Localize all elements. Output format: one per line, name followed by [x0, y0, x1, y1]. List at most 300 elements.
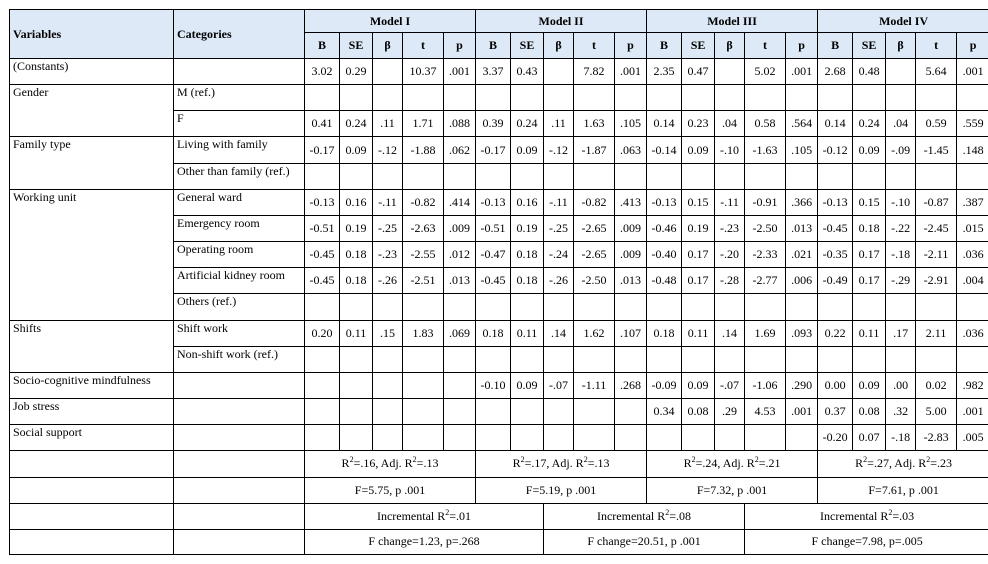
value-cell: -0.45	[305, 242, 340, 268]
value-cell: -1.63	[745, 137, 786, 163]
value-cell: .063	[615, 137, 647, 163]
value-cell	[574, 294, 615, 320]
value-cell: -0.47	[476, 242, 511, 268]
value-cell: 0.16	[340, 189, 373, 215]
value-cell	[615, 294, 647, 320]
value-cell: .11	[544, 111, 574, 137]
value-cell	[715, 85, 745, 111]
value-cell: 0.09	[853, 372, 886, 398]
value-cell: .005	[957, 425, 988, 451]
empty-cell	[174, 451, 305, 477]
value-cell	[340, 399, 373, 425]
value-cell: -0.14	[647, 137, 682, 163]
value-cell: .009	[615, 215, 647, 241]
r2-cell-sup: 2	[863, 455, 868, 465]
variable-cell: Family type	[10, 137, 174, 189]
value-cell: .069	[444, 320, 476, 346]
value-cell	[544, 346, 574, 372]
value-cell: 0.17	[853, 242, 886, 268]
value-cell: 0.29	[340, 59, 373, 85]
value-cell	[786, 294, 818, 320]
value-cell: -0.91	[745, 189, 786, 215]
category-cell	[174, 425, 305, 451]
value-cell: 0.14	[818, 111, 853, 137]
value-cell	[373, 425, 403, 451]
table-row	[10, 85, 988, 111]
value-cell: 0.16	[511, 189, 544, 215]
value-cell: 0.08	[853, 399, 886, 425]
value-cell: .107	[615, 320, 647, 346]
value-cell	[818, 294, 853, 320]
value-cell	[615, 425, 647, 451]
value-cell: 0.43	[511, 59, 544, 85]
value-cell: -0.87	[916, 189, 957, 215]
value-cell	[476, 85, 511, 111]
value-cell	[444, 399, 476, 425]
value-cell: -0.13	[476, 189, 511, 215]
value-cell: .021	[786, 242, 818, 268]
category-cell: Operating room	[174, 242, 305, 268]
value-cell: .036	[957, 242, 988, 268]
value-cell: .001	[957, 399, 988, 425]
value-cell	[340, 163, 373, 189]
value-cell	[373, 59, 403, 85]
value-cell	[403, 346, 444, 372]
value-cell: 0.59	[916, 111, 957, 137]
value-cell: -0.13	[305, 189, 340, 215]
category-cell: Emergency room	[174, 215, 305, 241]
incremental-r2-cell-post: =.08	[669, 508, 692, 523]
value-cell	[544, 294, 574, 320]
regression-table	[9, 9, 988, 555]
category-cell: Other than family (ref.)	[174, 163, 305, 189]
value-cell: 1.71	[403, 111, 444, 137]
value-cell	[511, 346, 544, 372]
value-cell: .004	[957, 268, 988, 294]
incremental-r2-cell-sup: 2	[665, 507, 670, 517]
r2-cell-sup2: 2	[412, 455, 417, 465]
value-cell	[957, 85, 988, 111]
value-cell: 0.09	[511, 372, 544, 398]
value-cell: -2.33	[745, 242, 786, 268]
f-change-cell: F change=1.23, p=.268	[305, 529, 544, 554]
value-cell: 0.17	[682, 268, 715, 294]
value-cell: 0.15	[682, 189, 715, 215]
value-cell: 0.48	[853, 59, 886, 85]
table-row	[10, 399, 988, 425]
value-cell: .093	[786, 320, 818, 346]
r2-cell-post: =.13	[587, 456, 610, 471]
value-cell: .001	[957, 59, 988, 85]
value-cell: -1.88	[403, 137, 444, 163]
empty-cell	[10, 503, 174, 529]
value-cell: 0.19	[340, 215, 373, 241]
value-cell: .00	[886, 372, 916, 398]
table-row	[10, 320, 988, 346]
value-cell	[886, 294, 916, 320]
value-cell: -.12	[373, 137, 403, 163]
value-cell	[682, 425, 715, 451]
value-cell: -.23	[715, 215, 745, 241]
value-cell: 0.09	[682, 137, 715, 163]
value-cell: 0.09	[682, 372, 715, 398]
value-cell: .564	[786, 111, 818, 137]
value-cell	[511, 85, 544, 111]
value-cell: .413	[615, 189, 647, 215]
value-cell: 0.17	[682, 242, 715, 268]
r2-cell	[305, 451, 476, 477]
value-cell	[647, 425, 682, 451]
r2-cell-post: =.13	[416, 456, 439, 471]
value-cell	[403, 85, 444, 111]
value-cell: -.12	[544, 137, 574, 163]
value-cell: 5.00	[916, 399, 957, 425]
value-cell	[305, 399, 340, 425]
value-cell	[305, 85, 340, 111]
table-row	[10, 425, 988, 451]
value-cell: -.22	[886, 215, 916, 241]
value-cell: 0.24	[340, 111, 373, 137]
value-cell: -.11	[715, 189, 745, 215]
value-cell	[818, 346, 853, 372]
table-row	[10, 137, 988, 163]
r2-cell-post: =.21	[758, 456, 781, 471]
value-cell: -.07	[715, 372, 745, 398]
value-cell: .11	[373, 111, 403, 137]
value-cell	[305, 425, 340, 451]
value-cell: -.10	[886, 189, 916, 215]
header-stat-se: SE	[682, 33, 715, 59]
r2-cell-sup2: 2	[754, 455, 759, 465]
value-cell	[786, 425, 818, 451]
value-cell: -2.91	[916, 268, 957, 294]
value-cell	[957, 294, 988, 320]
header-stat-b: B	[476, 33, 511, 59]
header-stat-se: SE	[853, 33, 886, 59]
value-cell: -.25	[544, 215, 574, 241]
r2-cell-pre: R	[683, 456, 692, 471]
value-cell	[544, 85, 574, 111]
value-cell	[305, 294, 340, 320]
r2-cell	[647, 451, 818, 477]
incremental-r2-cell-sup: 2	[888, 507, 893, 517]
value-cell	[682, 163, 715, 189]
value-cell	[305, 346, 340, 372]
value-cell: .062	[444, 137, 476, 163]
value-cell	[574, 85, 615, 111]
value-cell: -0.51	[305, 215, 340, 241]
value-cell: 0.41	[305, 111, 340, 137]
variable-cell: Social support	[10, 425, 174, 451]
value-cell: .32	[886, 399, 916, 425]
value-cell: 2.35	[647, 59, 682, 85]
value-cell: -0.45	[476, 268, 511, 294]
category-cell: Others (ref.)	[174, 294, 305, 320]
value-cell	[715, 294, 745, 320]
value-cell: .268	[615, 372, 647, 398]
header-stat-p: p	[786, 33, 818, 59]
r2-cell-sup: 2	[691, 455, 696, 465]
value-cell: 0.18	[511, 242, 544, 268]
value-cell	[373, 346, 403, 372]
header-stat-beta: β	[544, 33, 574, 59]
value-cell	[886, 346, 916, 372]
value-cell	[305, 163, 340, 189]
value-cell: -0.13	[647, 189, 682, 215]
category-cell: F	[174, 111, 305, 137]
value-cell: .001	[786, 59, 818, 85]
value-cell: 0.09	[853, 137, 886, 163]
incremental-r2-cell-sup: 2	[445, 507, 450, 517]
value-cell	[544, 163, 574, 189]
value-cell	[340, 372, 373, 398]
value-cell: 0.09	[511, 137, 544, 163]
value-cell	[340, 425, 373, 451]
incremental-r2-row	[10, 503, 988, 529]
value-cell: -0.49	[818, 268, 853, 294]
empty-cell	[10, 451, 174, 477]
value-cell	[745, 163, 786, 189]
value-cell	[403, 425, 444, 451]
value-cell: 1.83	[403, 320, 444, 346]
category-cell: Shift work	[174, 320, 305, 346]
value-cell	[916, 85, 957, 111]
value-cell	[682, 85, 715, 111]
value-cell	[786, 163, 818, 189]
value-cell	[476, 425, 511, 451]
value-cell	[682, 294, 715, 320]
value-cell	[476, 399, 511, 425]
r2-cell-mid: =.16, Adj. R	[353, 456, 413, 471]
value-cell: 0.19	[511, 215, 544, 241]
variable-cell: Socio-cognitive mindfulness	[10, 372, 174, 398]
value-cell	[511, 294, 544, 320]
value-cell: 0.18	[511, 268, 544, 294]
empty-cell	[174, 477, 305, 503]
value-cell: .013	[615, 268, 647, 294]
f-stat-cell: F=5.19, p .001	[476, 477, 647, 503]
value-cell: -0.20	[818, 425, 853, 451]
value-cell	[544, 399, 574, 425]
value-cell: -2.55	[403, 242, 444, 268]
value-cell	[916, 294, 957, 320]
header-model-4: Model IV	[818, 10, 988, 33]
value-cell	[444, 346, 476, 372]
value-cell: -0.45	[818, 215, 853, 241]
value-cell: -0.09	[647, 372, 682, 398]
value-cell: 0.34	[647, 399, 682, 425]
f-stat-cell: F=5.75, p .001	[305, 477, 476, 503]
header-stat-beta: β	[886, 33, 916, 59]
value-cell: .387	[957, 189, 988, 215]
r2-cell-post: =.23	[930, 456, 953, 471]
value-cell	[916, 346, 957, 372]
value-cell: .559	[957, 111, 988, 137]
value-cell	[853, 85, 886, 111]
value-cell: -.24	[544, 242, 574, 268]
value-cell: .29	[715, 399, 745, 425]
category-cell: M (ref.)	[174, 85, 305, 111]
header-stat-b: B	[818, 33, 853, 59]
value-cell	[444, 85, 476, 111]
value-cell	[615, 346, 647, 372]
r2-cell-sup: 2	[349, 455, 354, 465]
value-cell: .414	[444, 189, 476, 215]
value-cell	[574, 425, 615, 451]
value-cell: -0.46	[647, 215, 682, 241]
value-cell	[647, 346, 682, 372]
value-cell	[886, 163, 916, 189]
incremental-r2-cell-pre: Incremental R	[596, 508, 666, 523]
value-cell: .012	[444, 242, 476, 268]
value-cell: 4.53	[745, 399, 786, 425]
value-cell: -1.11	[574, 372, 615, 398]
value-cell: 1.63	[574, 111, 615, 137]
value-cell: 0.47	[682, 59, 715, 85]
value-cell: 0.22	[818, 320, 853, 346]
incremental-r2-cell-post: =.03	[892, 508, 915, 523]
value-cell: 2.11	[916, 320, 957, 346]
value-cell: .105	[786, 137, 818, 163]
value-cell	[373, 294, 403, 320]
value-cell	[444, 425, 476, 451]
value-cell: -.26	[373, 268, 403, 294]
header-model-2: Model II	[476, 10, 647, 33]
value-cell	[574, 399, 615, 425]
value-cell	[886, 59, 916, 85]
value-cell	[715, 59, 745, 85]
category-cell: Artificial kidney room	[174, 268, 305, 294]
value-cell	[544, 59, 574, 85]
value-cell: 1.69	[745, 320, 786, 346]
header-model-3: Model III	[647, 10, 818, 33]
value-cell	[745, 425, 786, 451]
header-stat-se: SE	[340, 33, 373, 59]
r2-cell-mid: =.17, Adj. R	[524, 456, 584, 471]
value-cell	[957, 163, 988, 189]
value-cell: 2.68	[818, 59, 853, 85]
value-cell	[476, 163, 511, 189]
value-cell: 0.09	[340, 137, 373, 163]
value-cell	[818, 163, 853, 189]
value-cell	[476, 294, 511, 320]
f-stat-cell: F=7.61, p .001	[818, 477, 988, 503]
value-cell: -1.06	[745, 372, 786, 398]
header-stat-b: B	[647, 33, 682, 59]
r2-cell-sup: 2	[520, 455, 525, 465]
value-cell	[715, 425, 745, 451]
value-cell: -2.45	[916, 215, 957, 241]
value-cell	[511, 163, 544, 189]
value-cell	[574, 163, 615, 189]
value-cell: .009	[444, 215, 476, 241]
category-cell: General ward	[174, 189, 305, 215]
value-cell	[786, 346, 818, 372]
value-cell: -2.65	[574, 215, 615, 241]
value-cell: .14	[715, 320, 745, 346]
header-stat-se: SE	[511, 33, 544, 59]
value-cell: 0.20	[305, 320, 340, 346]
value-cell: 7.82	[574, 59, 615, 85]
header-categories: Categories	[174, 10, 305, 59]
value-cell: 0.18	[476, 320, 511, 346]
value-cell	[373, 85, 403, 111]
value-cell	[305, 372, 340, 398]
value-cell: .366	[786, 189, 818, 215]
value-cell: -0.40	[647, 242, 682, 268]
value-cell: -.28	[715, 268, 745, 294]
value-cell: .013	[444, 268, 476, 294]
header-model-1: Model I	[305, 10, 476, 33]
value-cell: 0.19	[682, 215, 715, 241]
value-cell: -.11	[544, 189, 574, 215]
value-cell: .04	[886, 111, 916, 137]
header-variables: Variables	[10, 10, 174, 59]
value-cell	[544, 425, 574, 451]
value-cell	[647, 163, 682, 189]
value-cell: .290	[786, 372, 818, 398]
value-cell: -2.63	[403, 215, 444, 241]
value-cell: -0.12	[818, 137, 853, 163]
value-cell: 0.18	[340, 242, 373, 268]
value-cell: -.18	[886, 242, 916, 268]
value-cell: -1.87	[574, 137, 615, 163]
header-stat-beta: β	[715, 33, 745, 59]
table-row	[10, 372, 988, 398]
value-cell: -.07	[544, 372, 574, 398]
value-cell: -1.45	[916, 137, 957, 163]
value-cell	[916, 163, 957, 189]
value-cell: 0.08	[682, 399, 715, 425]
value-cell: -.25	[373, 215, 403, 241]
value-cell: 0.58	[745, 111, 786, 137]
value-cell	[511, 425, 544, 451]
value-cell: -0.45	[305, 268, 340, 294]
value-cell: 0.23	[682, 111, 715, 137]
value-cell: .013	[786, 215, 818, 241]
r2-cell-mid: =.27, Adj. R	[867, 456, 927, 471]
value-cell	[853, 346, 886, 372]
value-cell: -0.82	[403, 189, 444, 215]
value-cell	[340, 85, 373, 111]
value-cell: 3.37	[476, 59, 511, 85]
value-cell: -2.77	[745, 268, 786, 294]
value-cell: .982	[957, 372, 988, 398]
variable-cell: Working unit	[10, 189, 174, 320]
header-stat-b: B	[305, 33, 340, 59]
value-cell: 0.24	[853, 111, 886, 137]
value-cell	[476, 346, 511, 372]
value-cell: 0.11	[340, 320, 373, 346]
value-cell: -.26	[544, 268, 574, 294]
value-cell: 0.11	[682, 320, 715, 346]
value-cell: 0.18	[647, 320, 682, 346]
value-cell	[373, 372, 403, 398]
category-cell: Living with family	[174, 137, 305, 163]
value-cell	[647, 85, 682, 111]
value-cell: .17	[886, 320, 916, 346]
value-cell	[786, 85, 818, 111]
header-stat-t: t	[403, 33, 444, 59]
value-cell: -2.65	[574, 242, 615, 268]
r2-cell-mid: =.24, Adj. R	[695, 456, 755, 471]
value-cell	[745, 85, 786, 111]
value-cell	[373, 399, 403, 425]
value-cell	[745, 294, 786, 320]
value-cell: .036	[957, 320, 988, 346]
value-cell: 0.11	[853, 320, 886, 346]
value-cell	[340, 294, 373, 320]
